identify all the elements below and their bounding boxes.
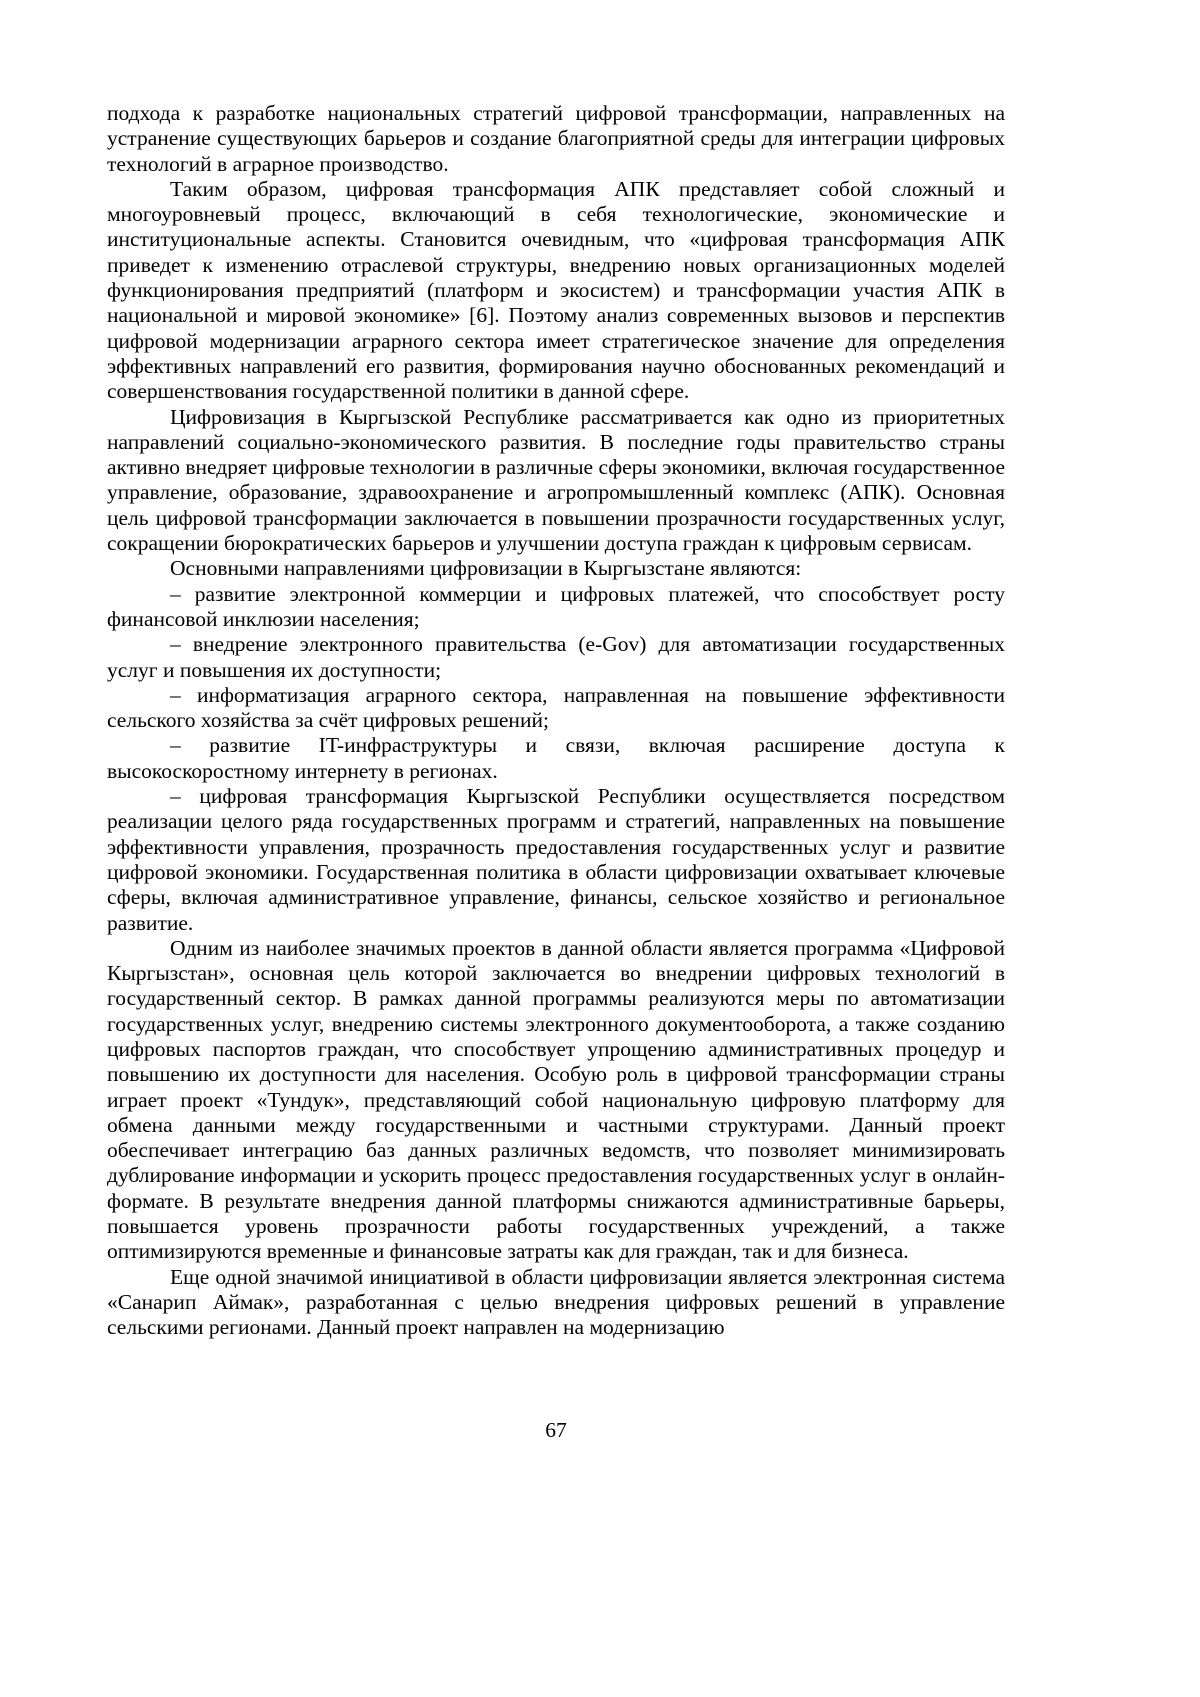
- paragraph: Таким образом, цифровая трансформация АПК представляет собой сложный и многоуровневый процесс, включающий в себя технологические, экономические и институциональные аспекты. Становится очевидным, что «цифровая трансформация АПК приведет к изменению отраслевой структуры, внедрению новых организационных моделей функционирования предприятий (платформ и экосистем) и трансформации участия АПК в национальной и мировой экономике» [6]. Поэтому анализ современных вызовов и перспектив цифровой модернизации аграрного сектора имеет стратегическое значение для определения эффективных направлений его развития, формирования научно обоснованных рекомендаций и совершенствования государственной политики в данной сфере.: [107, 176, 1005, 404]
- paragraph: подхода к разработке национальных стратегий цифровой трансформации, направленных на устранение существующих барьеров и создание благоприятной среды для интеграции цифровых технологий в аграрное производство.: [107, 101, 1005, 176]
- paragraph: Цифровизация в Кыргызской Республике рассматривается как одно из приоритетных направлений социально-экономического развития. В последние годы правительство страны активно внедряет цифровые технологии в различные сферы экономики, включая государственное управление, образование, здравоохранение и агропромышленный комплекс (АПК). Основная цель цифровой трансформации заключается в повышении прозрачности государственных услуг, сокращении бюрократических барьеров и улучшении доступа граждан к цифровым сервисам.: [107, 404, 1006, 556]
- list-item: – цифровая трансформация Кыргызской Республики осуществляется посредством реализации целого ряда государственных программ и стратегий, направленных на повышение эффективности управления, прозрачность предоставления государственных услуг и развитие цифровой экономики. Государственная политика в области цифровизации охватывает ключевые сферы, включая административное управление, финансы, сельское хозяйство и региональное развитие.: [107, 784, 1005, 935]
- page-body-text: [107, 101, 1005, 1341]
- list-item: – развитие электронной коммерции и цифровых платежей, что способствует росту финансовой инклюзии населения;: [107, 581, 1005, 631]
- list-item: – информатизация аграрного сектора, направленная на повышение эффективности сельского хозяйства за счёт цифровых решений;: [107, 682, 1005, 733]
- paragraph: Основными направлениями цифровизации в Кыргызстане являются:: [170, 556, 802, 581]
- list-item: – внедрение электронного правительства (e-Gov) для автоматизации государственных услуг и повышения их доступности;: [107, 632, 1005, 682]
- paragraph: Еще одной значимой инициативой в области цифровизации является электронная система «Санарип Аймак», разработанная с целью внедрения цифровых решений в управление сельскими регионами. Данный проект направлен на модернизацию: [107, 1264, 1005, 1340]
- list-item: – развитие IT-инфраструктуры и связи, включая расширение доступа к высокоскоростному интернету в регионах.: [107, 733, 1005, 783]
- paragraph: Одним из наиболее значимых проектов в данной области является программа «Цифровой Кыргызстан», основная цель которой заключается во внедрении цифровых технологий в государственный сектор. В рамках данной программы реализуются меры по автоматизации государственных услуг, внедрению системы электронного документооборота, а также созданию цифровых паспортов граждан, что способствует упрощению административных процедур и повышению их доступности для населения. Особую роль в цифровой трансформации страны играет проект «Тундук», представляющий собой национальную цифровую платформу для обмена данными между государственными и частными структурами. Данный проект обеспечивает интеграцию баз данных различных ведомств, что позволяет минимизировать дублирование информации и ускорить процесс предоставления государственных услуг в онлайн-формате. В результате внедрения данной платформы снижаются административные барьеры, повышается уровень прозрачности работы государственных учреждений, а также оптимизируются временные и финансовые затраты как для граждан, так и для бизнеса.: [107, 935, 1005, 1264]
- page-number: 67: [545, 1418, 567, 1442]
